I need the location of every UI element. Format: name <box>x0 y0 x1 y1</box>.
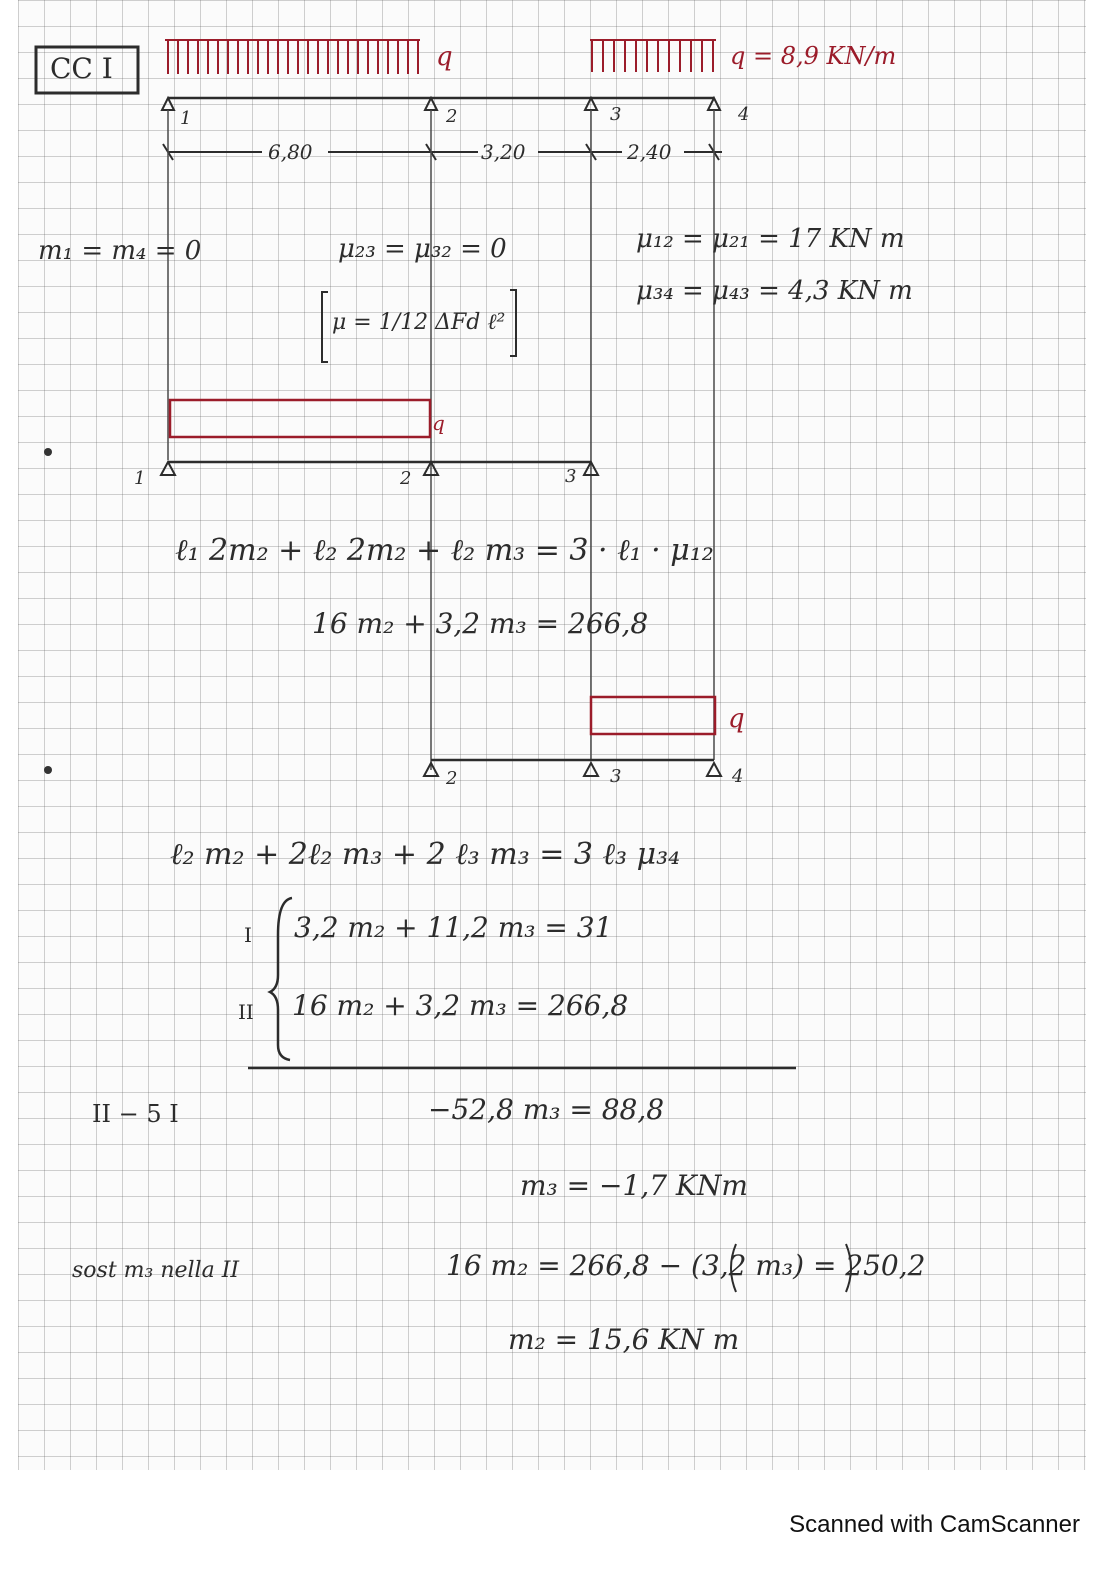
scheme1-support-3: 3 <box>565 466 577 487</box>
scheme2-load-label: q <box>728 704 745 734</box>
support-label-4: 4 <box>738 104 750 125</box>
support-label-1: 1 <box>180 108 192 129</box>
span-3: 2,40 <box>627 140 672 164</box>
system-label-2: II <box>238 1000 254 1024</box>
subst-eq: 16 m₂ = 266,8 − (3,2 m₃) = 250,2 <box>446 1249 926 1282</box>
span-1: 6,80 <box>268 140 313 164</box>
top-load-right <box>590 40 716 72</box>
subst-label: sost m₃ nella II <box>72 1258 240 1283</box>
scheme2-supports <box>424 763 721 776</box>
support-4-triangle <box>708 98 720 110</box>
system-brace <box>270 898 292 1060</box>
top-load-left <box>165 40 420 74</box>
eq-mu12: μ₁₂ = μ₂₁ = 17 KN m <box>636 224 905 254</box>
system-label-1: I <box>244 923 252 947</box>
title-label: CC I <box>50 52 113 85</box>
formula-mu: μ = 1/12 ΔFd ℓ² <box>332 310 506 335</box>
eq-three-moment-2: ℓ₂ m₂ + 2ℓ₂ m₃ + 2 ℓ₃ m₃ = 3 ℓ₃ μ₃₄ <box>170 837 681 872</box>
result-m2: m₂ = 15,6 KN m <box>508 1323 740 1356</box>
eq-three-moment-1: ℓ₁ 2m₂ + ℓ₂ 2m₂ + ℓ₂ m₃ = 3 · ℓ₁ · μ₁₂ <box>175 533 714 568</box>
bullet-1 <box>44 448 52 456</box>
scheme2-support-3: 3 <box>610 766 622 787</box>
scheme2-support-4: 4 <box>732 766 744 787</box>
eq-m1-m4: m₁ = m₄ = 0 <box>38 236 202 266</box>
support-label-2: 2 <box>446 106 458 127</box>
scheme2-load-rect <box>591 697 715 734</box>
support-2-triangle <box>425 98 437 110</box>
scheme1-load-rect <box>170 400 430 437</box>
projection-lines <box>168 106 714 770</box>
result-m3: m₃ = −1,7 KNm <box>520 1169 748 1202</box>
eq-mu23: μ₂₃ = μ₃₂ = 0 <box>338 234 507 264</box>
scheme2-support-2: 2 <box>446 768 458 789</box>
eq-num-1: 16 m₂ + 3,2 m₃ = 266,8 <box>312 607 649 640</box>
eq-mu34: μ₃₄ = μ₄₃ = 4,3 KN m <box>636 276 913 306</box>
scheme1-support-2: 2 <box>400 468 412 489</box>
bullet-2 <box>44 766 52 774</box>
load-label-left: q <box>436 42 453 72</box>
support-1-triangle <box>162 98 174 110</box>
load-label-right: q = 8,9 KN/m <box>730 42 897 70</box>
scanner-footer: Scanned with CamScanner <box>789 1511 1080 1538</box>
scheme1-load-label: q <box>432 411 445 435</box>
span-2: 3,20 <box>481 140 526 164</box>
scheme1-support-1: 1 <box>134 468 146 489</box>
system-eq-1: 3,2 m₂ + 11,2 m₃ = 31 <box>294 911 613 944</box>
system-eq-2: 16 m₂ + 3,2 m₃ = 266,8 <box>292 989 629 1022</box>
step-eq: −52,8 m₃ = 88,8 <box>428 1093 665 1126</box>
step-label: II − 5 I <box>92 1100 179 1128</box>
support-label-3: 3 <box>610 104 622 125</box>
scheme1-supports <box>161 462 598 475</box>
support-3-triangle <box>585 98 597 110</box>
main-supports <box>162 98 720 110</box>
